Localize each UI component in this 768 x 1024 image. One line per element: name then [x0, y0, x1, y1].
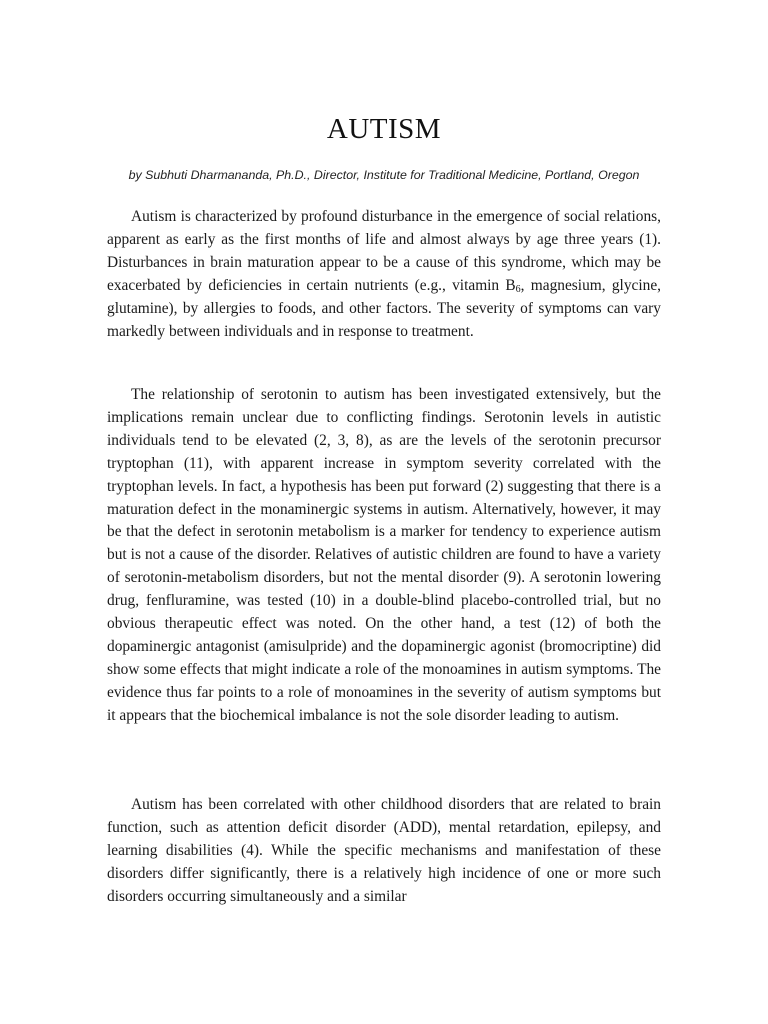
- vitamin-subscript: 6: [515, 283, 521, 295]
- paragraph-1: [107, 206, 661, 343]
- document-title: AUTISM: [326, 113, 442, 145]
- author-byline: by Subhuti Dharmananda, Ph.D., Director, Institute for Traditional Medicine, Portland, Oregon: [128, 168, 640, 182]
- paragraph-1-text-a: Autism is characterized by profound disturbance in the emergence of social relations, apparent as early as the first months of life and almost always by age three years (1). Disturbances in brain maturation appear to be a cause of this syndrome, which may be exacerbated by deficiencies in certain nutrients (e.g., vitamin B: [107, 208, 661, 294]
- paragraph-1-text-b: , magnesium, glycine, glutamine), by allergies to foods, and other factors. The severity of symptoms can vary markedly between individuals and in response to treatment.: [107, 276, 662, 340]
- paragraph-2: The relationship of serotonin to autism has been investigated extensively, but the implications remain unclear due to conflicting findings. Serotonin levels in autistic individuals tend to be elevated (2, 3, 8), as are the levels of the serotonin precursor tryptophan (11), with apparent increase in symptom severity correlated with the tryptophan levels. In fact, a hypothesis has been put forward (2) suggesting that there is a maturation defect in the monaminergic systems in autism. Alternatively, however, it may be that the defect in serotonin metabolism is a marker for tendency to experience autism but is not a cause of the disorder. Relatives of autistic children are found to have a variety of serotonin-metabolism disorders, but not the mental disorder (9). A serotonin lowering drug, fenfluramine, was tested (10) in a double-blind placebo-controlled trial, but no obvious therapeutic effect was noted. On the other hand, a test (12) of both the dopaminergic antagonist (amisulpride) and the dopaminergic agonist (bromocriptine) did show some effects that might indicate a role of the monoamines in autism symptoms. The evidence thus far points to a role of monoamines in the severity of autism symptoms but it appears that the biochemical imbalance is not the sole disorder leading to autism.: [107, 386, 661, 724]
- paragraph-3: Autism has been correlated with other childhood disorders that are related to brain function, such as attention deficit disorder (ADD), mental retardation, epilepsy, and learning disabilities (4). While the specific mechanisms and manifestation of these disorders differ significantly, there is a relatively high incidence of one or more such disorders occurring simultaneously and a similar: [107, 796, 661, 905]
